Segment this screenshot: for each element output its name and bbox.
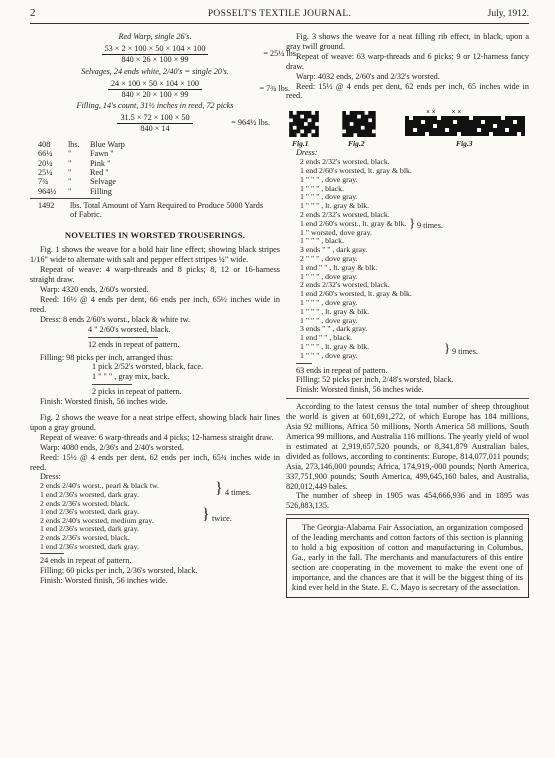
calc-numerator: 53 × 2 × 100 × 50 × 104 × 100 <box>102 44 209 55</box>
brace-label: 4 times. <box>225 488 251 498</box>
selvages-line: Selvages, 24 ends white, 2/40's = single 20's. <box>81 66 229 76</box>
fig3-description: Fig. 3 shows the weave for a neat filling rib effect, in black, upon a gray twill ground. <box>286 32 529 51</box>
fig1-pick-1: 1 pick 2/52's worsted, black, face. <box>92 362 204 372</box>
dress-line: 1 end 2/60's worsted, lt. gray & blk. <box>300 166 412 176</box>
yarn-row <box>38 168 210 177</box>
dress-line: 1 end 2/36's worsted, dark gray. <box>40 507 139 517</box>
right-column <box>286 32 529 598</box>
weave-figures <box>286 108 529 149</box>
calc-result: = 25¼ lbs. <box>263 48 298 58</box>
dress-line: 2 ends 2/32's worsted, black. <box>300 210 390 220</box>
total-rule <box>30 198 100 199</box>
yarn-row <box>38 177 210 186</box>
page-number: 2 <box>30 7 36 19</box>
yarn-unit: " <box>68 168 72 178</box>
yarn-unit: lbs. <box>68 140 80 150</box>
dress-line: 2 ends 2/36's worsted, black. <box>40 532 130 542</box>
calc-denominator: 840 × 26 × 100 × 99 <box>121 54 189 64</box>
red-warp-line: Red Warp, single 26's. <box>118 32 192 41</box>
fig1-picks-total: 2 picks in repeat of pattern. <box>92 387 182 397</box>
yarn-name: Fawn " <box>90 149 114 159</box>
dress-rule <box>88 337 158 338</box>
rib-markers: × × × × <box>426 108 462 117</box>
fig2-finish: Finish: Worsted finish, 56 inches wide. <box>40 575 168 585</box>
dress-line: 1 " " " , black. <box>300 183 344 193</box>
fig3-reed: Reed: 15½ @ 4 ends per dent, 62 ends per inch, 65 inches wide in reed. <box>286 81 529 101</box>
dress-line: 3 ends " " , dark gray. <box>300 245 368 255</box>
calculation-filling <box>30 113 280 134</box>
dress-line: 1 end 2/60's worst., lt. gray & blk. <box>300 218 407 228</box>
yarn-qty: 66¼ <box>38 149 53 159</box>
dress-line: 1 " " " , lt. gray & blk. <box>300 201 370 211</box>
dress-line: 1 end 2/36's worsted, dark gray. <box>40 524 139 534</box>
fig3-repeat: Repeat of weave: 63 warp-threads and 6 picks; 9 or 12-harness fancy draw. <box>286 51 529 71</box>
fig2-reed: Reed: 15½ @ 4 ends per dent, 62 ends per inch, 65¾ inches wide in reed. <box>30 452 280 472</box>
dress-line: 1 " " " , dove gray. <box>300 298 358 307</box>
fig3-warp: Warp: 4032 ends, 2/60's and 2/32's worsted. <box>296 71 440 81</box>
fig1-pick-2: 1 " " " , gray mix, back. <box>92 372 170 382</box>
figure-label-2: Fig.2 <box>348 139 365 149</box>
dress-line: 2 " " " , dove gray. <box>300 254 358 264</box>
fig1-reed: Reed: 16½ @ 4 ends per dent, 66 ends per inch, 65½ inches wide in reed. <box>30 294 280 314</box>
total-qty: 1492 <box>38 200 55 210</box>
divider <box>286 398 529 399</box>
fig1-filling: Filling: 98 picks per inch, arranged thus: <box>40 352 174 362</box>
calc-denominator: 840 × 20 × 100 × 99 <box>121 89 189 99</box>
fig3-dress-list <box>286 158 529 360</box>
dress-line: 1 " " " , lt. gray & blk. <box>300 306 370 316</box>
fig2-ends-total: 24 ends in repeat of pattern. <box>40 556 132 566</box>
yarn-name: Filling <box>90 186 112 196</box>
yarn-name: Pink " <box>90 158 111 168</box>
yarn-unit: " <box>68 177 72 187</box>
filling-line: Filling, 14's count, 31½ inches in reed, 72 picks <box>76 101 234 111</box>
dress-line: 1 " " " , dove gray. <box>300 271 358 281</box>
dress-line: 1 " " " , dove gray. <box>300 192 358 202</box>
calc-denominator: 840 × 14 <box>140 124 170 134</box>
yarn-summary-table <box>38 140 210 196</box>
brace-label: 9 times. <box>452 347 478 357</box>
dress-line: 1 end 2/36's worsted, dark gray. <box>40 541 139 551</box>
page-header <box>30 9 529 24</box>
yarn-row <box>38 187 210 196</box>
fig2-dress-label: Dress: <box>40 472 61 482</box>
fig1-dress-2: 4 " 2/60's worsted, black. <box>88 324 171 334</box>
dress-line: 2 ends 2/40's worsted, medium gray. <box>40 515 154 525</box>
fig2-warp: Warp: 4080 ends, 2/36's and 2/40's worsted. <box>40 442 184 452</box>
calc-result: = 7¾ lbs. <box>259 83 290 93</box>
fig1-warp: Warp: 4320 ends, 2/60's worsted. <box>40 285 149 295</box>
fig3-filling: Filling: 52 picks per inch, 2/48's worsted, black. <box>296 375 454 385</box>
yarn-row <box>38 149 210 158</box>
yarn-unit: " <box>68 186 72 196</box>
yarn-name: Red " <box>90 168 109 178</box>
fig1-repeat: Repeat of weave: 4 warp-threads and 8 picks; 8, 12 or 16-harness straight draw. <box>30 265 280 285</box>
fig1-finish: Finish: Worsted finish, 56 inches wide. <box>40 397 168 407</box>
yarn-qty: 20¼ <box>38 158 53 168</box>
divider <box>286 514 529 515</box>
calc-numerator: 24 × 100 × 50 × 104 × 100 <box>108 79 202 90</box>
dress-line: 1 " worsted, dove gray. <box>300 227 372 237</box>
yarn-name: Blue Warp <box>90 140 125 150</box>
journal-title: POSSELT'S TEXTILE JOURNAL. <box>207 9 352 19</box>
brace: } <box>444 340 451 356</box>
fig3-finish: Finish: Worsted finish, 56 inches wide. <box>296 385 424 395</box>
yarn-qty: 7¾ <box>38 177 49 187</box>
dress-line: 1 " " " , black. <box>300 236 344 246</box>
issue-date: July, 1912. <box>487 9 529 19</box>
yarn-name: Selvage <box>90 177 116 187</box>
fig1-description: Fig. 1 shows the weave for a bold hair line effect; showing black stripes 1/16" wide to alternate with salt and pepper effect stripes ¼" wide. <box>30 245 280 265</box>
fig3-ends-total: 63 ends in repeat of pattern. <box>296 365 388 375</box>
dress-line: 1 " " " , lt. gray & blk. <box>300 341 370 351</box>
left-column <box>30 32 298 586</box>
dress-label: Dress: <box>296 148 318 158</box>
calc-numerator: 31.5 × 72 × 100 × 50 <box>117 113 192 124</box>
yarn-row <box>38 159 210 168</box>
fig2-filling: Filling: 60 picks per inch, 2/36's worsted, black. <box>40 566 198 576</box>
dress-line: 2 ends 2/36's worsted, black. <box>40 498 130 508</box>
yarn-total <box>38 201 270 220</box>
figure-label-1: Fig.1 <box>292 139 309 149</box>
fig1-ends-total: 12 ends in repeat of pattern. <box>88 339 180 349</box>
brace: } <box>409 215 416 231</box>
dress-line: 1 end 2/36's worsted, dark gray. <box>40 489 139 499</box>
fig1-dress-1: Dress: 8 ends 2/60's worst., black & white tw. <box>40 314 190 324</box>
yarn-qty: 408 <box>38 140 51 150</box>
dress-line: 1 end " " , black. <box>300 333 353 343</box>
fig2-description: Fig. 2 shows the weave for a neat stripe effect, showing black hair lines upon a gray ground. <box>30 413 280 432</box>
fig2-repeat: Repeat of weave: 6 warp-threads and 4 picks; 12-harness straight draw. <box>40 432 274 442</box>
dress-line: 2 ends 2/32's worsted, black. <box>300 157 390 167</box>
georgia-alabama-paragraph: The Georgia-Alabama Fair Association, an organization composed of the leading merchants and cotton factors of this section is planning to hold a big exposition of cotton and manufacturing in Columbus, Ga., early in the fall. The merchants and manufacturers of this entire section are cooperating in the movement to make the event one of importance, and the chances are that it will be the biggest thing of its kind ever held in the State. E. C. Mayo is secretary of the association. <box>292 523 523 592</box>
brace: } <box>202 506 210 524</box>
dress-rule <box>40 553 64 554</box>
calc-result: = 964½ lbs. <box>231 118 270 128</box>
weave-figure-3 <box>404 116 526 136</box>
dress-line: 2 ends 2/32's worsted, black. <box>300 280 390 290</box>
dress-line: 1 end 2/60's worsted, lt. gray & blk. <box>300 289 412 299</box>
calculation-red-warp <box>30 43 298 65</box>
brace: } <box>215 480 223 498</box>
calculation-selvages <box>30 78 290 100</box>
fig2-dress-list <box>30 482 280 551</box>
section-heading: NOVELTIES IN WORSTED TROUSERINGS. <box>64 229 246 240</box>
yarn-unit: " <box>68 158 72 168</box>
sheep-numbers-paragraph: The number of sheep in 1905 was 454,666,936 and in 1895 was 526,883,135. <box>286 491 529 511</box>
dress-line: 1 " " " , dove gray. <box>300 350 358 360</box>
dress-line: 2 ends 2/40's worst., pearl & black tw. <box>40 481 160 491</box>
brace-label: twice. <box>212 514 232 524</box>
yarn-unit: " <box>68 149 72 159</box>
yarn-row <box>38 140 210 149</box>
weave-figure-1 <box>288 111 320 137</box>
picks-rule <box>92 384 132 385</box>
weave-figure-2 <box>342 111 376 137</box>
dress-line: 1 " " " , dove gray. <box>300 315 358 325</box>
dress-line: 3 ends " " , dark gray. <box>300 324 368 334</box>
figure-label-3: Fig.3 <box>456 139 473 149</box>
dress-rule <box>296 363 312 364</box>
dress-line: 1 end " " , lt. gray & blk. <box>300 262 378 272</box>
georgia-alabama-notice <box>286 518 529 597</box>
yarn-qty: 964½ <box>38 186 57 196</box>
dress-line: 1 " " " , dove gray. <box>300 174 358 184</box>
total-text: lbs. Total Amount of Yarn Required to Produce 5000 Yards of Fabric. <box>70 200 264 220</box>
sheep-census-paragraph: According to the latest census the total number of sheep throughout the world is given at 601,691,272, of which Europe has 184 millions, Asia 92 millions, Africa 50 millions, North America 58 millions, South America 99 millions, and Australia 116 millions. The yearly yield of wool is estimated at 2,919,657,520 pounds, or 8,341,879 Australian bales, divided as follows, according to continents: Europe, 814,077,011 pounds; Asia, 273,146,000 pounds; Africa, 174,919,-000 pounds; North America, 337,751,900 pounds; South America, 499,645,160 bales, and Australia, 820,012,449 bales. <box>286 402 529 491</box>
brace-label: 9 times. <box>417 221 443 231</box>
yarn-qty: 25¼ <box>38 168 53 178</box>
